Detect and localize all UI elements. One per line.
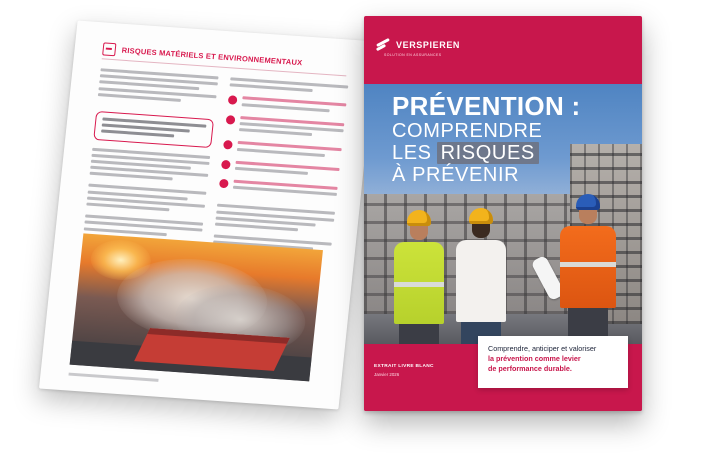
title-line-2: COMPRENDRE (392, 120, 543, 142)
extract-date: Janvier 2026 (374, 372, 400, 377)
tagline-line-3: de performance durable. (488, 364, 572, 373)
brand-logo (376, 38, 460, 52)
title-line-3 (392, 142, 581, 164)
bullet-icon (223, 140, 233, 150)
title-highlight: RISQUES (437, 142, 539, 164)
extract-label: EXTRAIT LIVRE BLANC (374, 364, 434, 369)
brand-name: VERSPIEREN (396, 40, 461, 50)
inner-bullet-item (219, 179, 338, 200)
verspieren-logo-icon (376, 38, 392, 52)
inner-callout-box (93, 111, 214, 148)
bullet-icon (221, 160, 231, 170)
tagline-line-1: Comprendre, anticiper et valoriser (488, 344, 597, 353)
cover-title (392, 92, 581, 186)
worker-figure (394, 210, 444, 348)
inner-footer (68, 373, 158, 382)
cover-tagline-box (478, 336, 628, 388)
bullet-icon (228, 96, 238, 106)
title-line-3a: LES (392, 142, 432, 164)
inner-bullet-item (221, 160, 340, 181)
title-line-1: PRÉVENTION : (392, 91, 581, 121)
bullet-icon (226, 115, 236, 125)
factory-fire-photo (70, 233, 323, 381)
inner-page-spread (39, 21, 377, 410)
worker-figure (456, 208, 506, 348)
brochure-cover (364, 16, 642, 411)
inner-bullet-item (225, 115, 345, 142)
inner-bullet-item (223, 140, 342, 161)
section-icon (102, 42, 116, 56)
inner-left-column (83, 68, 218, 241)
inner-right-column (212, 77, 348, 261)
inner-section-title: RISQUES MATÉRIELS ET ENVIRONNEMENTAUX (121, 45, 303, 68)
title-line-4: À PRÉVENIR (392, 164, 520, 186)
bullet-icon (219, 179, 229, 189)
worker-figure (560, 194, 616, 348)
brand-tagline: SOLUTION EN ASSURANCES (384, 53, 442, 57)
tagline-line-2: la prévention comme levier (488, 354, 581, 363)
